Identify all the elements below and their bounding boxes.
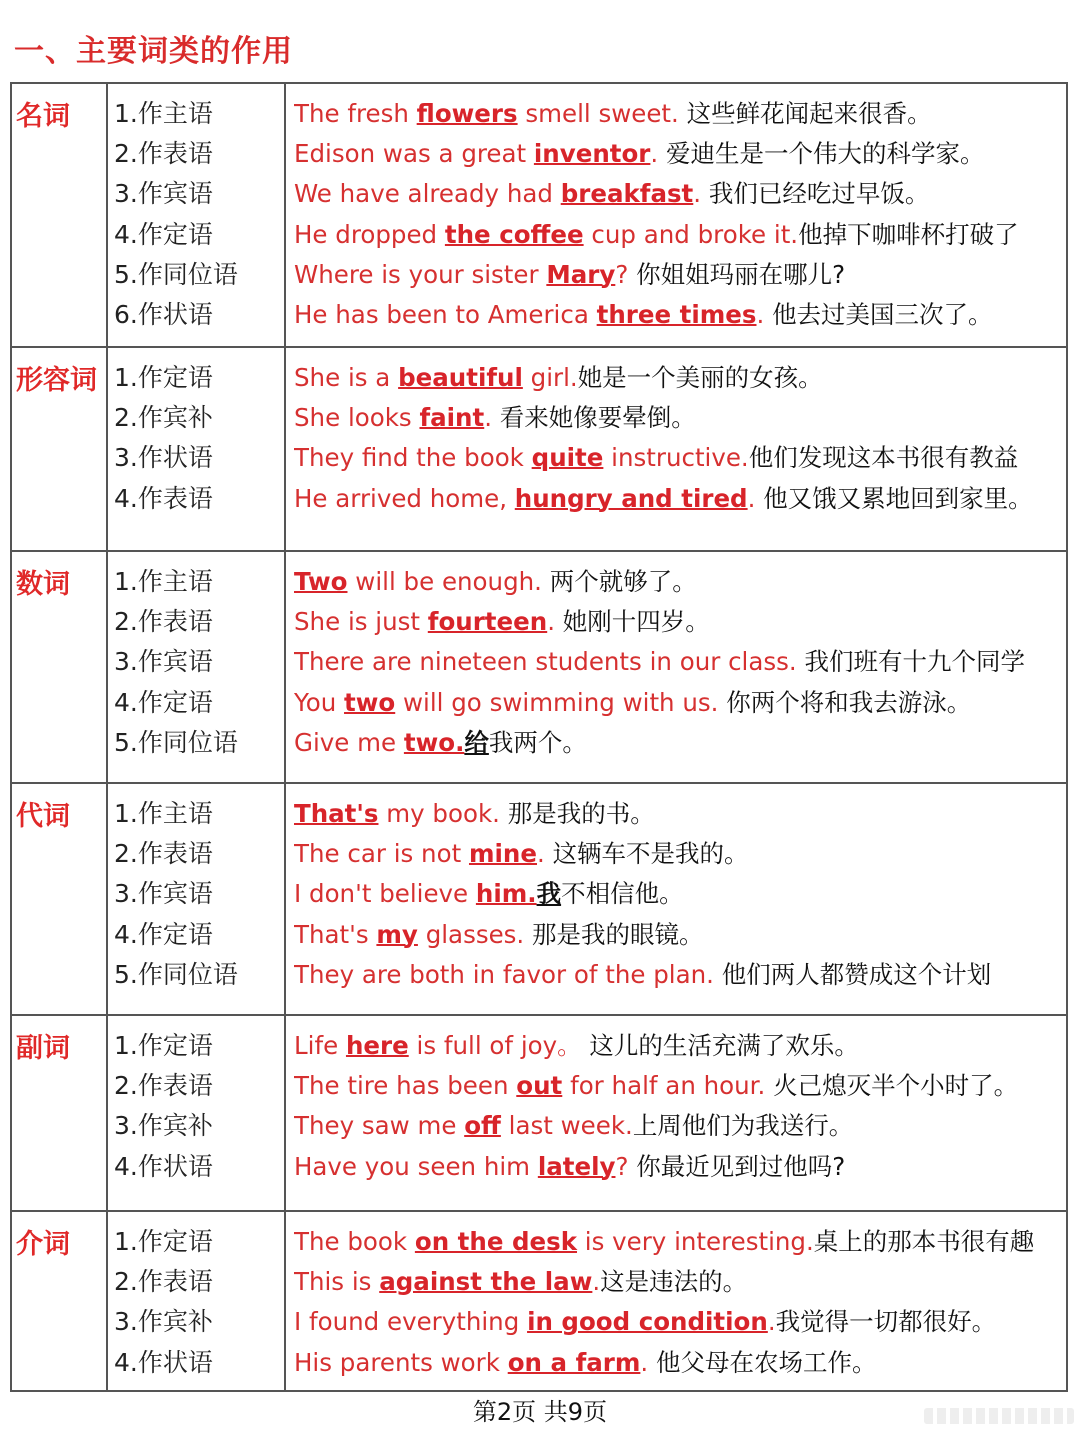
chinese-translation: 她刚十四岁。 (562, 607, 710, 637)
example-text: is very interesting. (577, 1227, 814, 1256)
chinese-translation: 上周他们为我送行。 (632, 1111, 854, 1141)
page-number: 第2页 共9页 (472, 1398, 608, 1426)
highlighted-word: him. (475, 879, 537, 909)
example-text: . (640, 1347, 656, 1377)
example-text: You (294, 687, 345, 717)
example-sentence (294, 1343, 1066, 1383)
example-text: His parents work (294, 1347, 508, 1377)
highlighted-word: out (516, 1071, 563, 1101)
example-sentence (294, 602, 1066, 642)
function-item: 2.作宾补 (114, 403, 213, 433)
highlighted-word: hungry and tired (514, 483, 748, 513)
chinese-translation: 这是违法的。 (600, 1267, 748, 1297)
example-text: I found everything (294, 1307, 528, 1337)
example-list (285, 783, 1067, 1015)
example-sentence (294, 1066, 1066, 1106)
example-list (285, 1015, 1067, 1211)
function-item: 1.作定语 (114, 1227, 213, 1256)
example-text: . (767, 1307, 776, 1337)
chinese-translation: 两个就够了。 (549, 567, 697, 596)
function-item: 4.作状语 (114, 1151, 213, 1181)
chinese-translation: 他们两人都赞成这个计划 (721, 959, 992, 989)
function-item: 3.作宾补 (114, 1307, 213, 1337)
example-text: girl. (522, 363, 578, 392)
chinese-translation: 她是一个美丽的女孩。 (577, 363, 823, 392)
chinese-translation: 这儿的生活充满了欢乐。 (589, 1031, 859, 1060)
example-sentence (294, 438, 1066, 478)
chinese-translation: 你最近见到过他吗? (636, 1151, 846, 1181)
example-text: The car is not (294, 839, 469, 869)
example-sentence (294, 295, 1066, 335)
example-sentence (294, 255, 1066, 295)
example-sentence (294, 1302, 1066, 1342)
chinese-translation: 桌上的那本书很有趣 (813, 1227, 1035, 1256)
table-row (11, 551, 1067, 783)
example-text: smell sweet. (517, 99, 687, 128)
chinese-translation: 不相信他。 (561, 879, 684, 909)
example-text: The fresh (294, 99, 417, 128)
word-class-label: 代词 (11, 783, 107, 1015)
example-sentence (294, 915, 1066, 955)
function-list (107, 83, 285, 347)
highlighted-word: flowers (416, 99, 518, 128)
example-sentence (294, 479, 1066, 519)
highlighted-word: That's (294, 799, 379, 828)
example-text: . (536, 839, 553, 869)
example-sentence (294, 174, 1066, 214)
function-item: 4.作状语 (114, 1347, 213, 1377)
word-class-label: 数词 (11, 551, 107, 783)
example-text: . (693, 179, 709, 209)
example-text: Have you seen him (294, 1151, 538, 1181)
chinese-translation: 我觉得一切都很好。 (775, 1307, 997, 1337)
table-row (11, 347, 1067, 551)
example-text: That's (294, 919, 377, 949)
highlighted-word: mine (468, 839, 537, 869)
chinese-translation: 我们班有十九个同学 (804, 647, 1025, 677)
function-list (107, 347, 285, 551)
function-item: 4.作定语 (114, 219, 213, 249)
chinese-translation: 你姐姐玛丽在哪儿? (636, 259, 846, 289)
example-text: He dropped (294, 219, 445, 249)
function-item: 2.作表语 (114, 1267, 213, 1297)
example-text: We have already had (294, 179, 561, 209)
page-title: 一、主要词类的作用 (14, 34, 293, 69)
example-text: . (756, 300, 773, 330)
function-item: 5.作同位语 (114, 259, 238, 289)
function-list (107, 551, 285, 783)
highlighted-word: off (464, 1111, 501, 1141)
example-sentence (294, 1106, 1066, 1146)
highlighted-word: quite (531, 443, 604, 473)
highlighted-word: inventor (533, 139, 651, 169)
highlighted-word: on a farm (507, 1347, 641, 1377)
function-list (107, 1211, 285, 1391)
highlighted-word: here (345, 1031, 409, 1060)
example-sentence (294, 562, 1066, 602)
word-class-label: 介词 (11, 1211, 107, 1391)
example-text: . (547, 607, 563, 637)
function-item: 3.作宾语 (114, 879, 213, 909)
example-text: Give me (294, 727, 404, 757)
chinese-translation: 那是我的书。 (507, 799, 655, 828)
highlighted-word: in good condition (527, 1307, 768, 1337)
example-text: glasses. (417, 919, 533, 949)
example-text: She is just (294, 607, 428, 637)
word-class-label: 副词 (11, 1015, 107, 1211)
function-item: 5.作同位语 (114, 727, 238, 757)
chinese-translation: 他父母在农场工作。 (655, 1347, 877, 1377)
function-item: 4.作定语 (114, 687, 213, 717)
example-text: Where is your sister (294, 259, 547, 289)
function-item: 3.作宾语 (114, 647, 213, 677)
function-item: 4.作表语 (114, 483, 213, 513)
example-sentence (294, 834, 1066, 874)
example-text: There are nineteen students in our class. (294, 647, 805, 677)
function-item: 1.作主语 (114, 799, 213, 828)
example-list (285, 551, 1067, 783)
example-sentence (294, 94, 1066, 134)
example-sentence (294, 1222, 1066, 1262)
example-text: instructive. (603, 443, 749, 473)
highlighted-word: two (344, 687, 396, 717)
function-item: 4.作定语 (114, 919, 213, 949)
chinese-translation: 他又饿又累地回到家里。 (763, 483, 1033, 513)
chinese-translation: 爱迪生是一个伟大的科学家。 (665, 139, 985, 169)
example-text: Life (294, 1031, 346, 1060)
chinese-translation: 他去过美国三次了。 (772, 300, 993, 330)
example-sentence (294, 1262, 1066, 1302)
example-text: will be enough. (347, 567, 550, 596)
highlighted-word: lately (537, 1151, 616, 1181)
example-text: This is (294, 1267, 380, 1297)
highlighted-word: my (376, 919, 418, 949)
example-text: ? (615, 1151, 637, 1181)
highlighted-word: three times (596, 300, 757, 330)
highlighted-word: the coffee (444, 219, 584, 249)
function-item: 3.作宾语 (114, 179, 213, 209)
highlighted-word: fourteen (427, 607, 548, 637)
example-sentence (294, 794, 1066, 834)
function-item: 3.作状语 (114, 443, 213, 473)
example-text: will go swimming with us. (395, 687, 727, 717)
example-text: They saw me (294, 1111, 465, 1141)
word-class-label: 形容词 (11, 347, 107, 551)
example-text: is full of joy。 (408, 1031, 590, 1060)
example-text: They find the book (294, 443, 532, 473)
table-row (11, 1015, 1067, 1211)
function-list (107, 1015, 285, 1211)
highlighted-word: two. (403, 727, 465, 757)
chinese-translation: 他掉下咖啡杯打破了 (798, 219, 1019, 249)
example-text: for half an hour. (562, 1071, 774, 1101)
example-text: The book (294, 1227, 415, 1256)
table-row (11, 83, 1067, 347)
example-sentence (294, 398, 1066, 438)
example-text: . (484, 403, 500, 433)
function-item: 2.作表语 (114, 139, 213, 169)
function-item: 2.作表语 (114, 839, 213, 869)
example-text: Edison was a great (294, 139, 534, 169)
function-item: 6.作状语 (114, 300, 213, 330)
example-text: She is a (294, 363, 399, 392)
highlighted-word: breakfast (560, 179, 694, 209)
chinese-translation: 这些鲜花闻起来很香。 (686, 99, 932, 128)
example-text: The tire has been (294, 1071, 517, 1101)
chinese-translation: 我们已经吃过早饭。 (708, 179, 930, 209)
underlined-character: 给 (464, 727, 489, 757)
example-text: . (650, 139, 666, 169)
highlighted-word: on the desk (414, 1227, 578, 1256)
example-text: . (592, 1267, 601, 1297)
example-sentence (294, 1147, 1066, 1187)
function-item: 2.作表语 (114, 607, 213, 637)
chinese-translation: 我两个。 (488, 727, 587, 757)
example-sentence (294, 642, 1066, 682)
example-sentence (294, 955, 1066, 995)
underlined-character: 我 (536, 879, 562, 909)
chinese-translation: 他们发现这本书很有教益 (748, 443, 1019, 473)
function-item: 3.作宾补 (114, 1111, 213, 1141)
example-text: He has been to America (294, 300, 597, 330)
function-item: 1.作定语 (114, 363, 213, 392)
highlighted-word: Mary (546, 259, 616, 289)
table-row (11, 783, 1067, 1015)
function-item: 2.作表语 (114, 1071, 213, 1101)
example-text: She looks (294, 403, 420, 433)
example-sentence (294, 215, 1066, 255)
function-item: 1.作定语 (114, 1031, 213, 1060)
example-sentence (294, 134, 1066, 174)
chinese-translation: 你两个将和我去游泳。 (726, 687, 972, 717)
example-sentence (294, 874, 1066, 914)
chinese-translation: 火己熄灭半个小时了。 (773, 1071, 1019, 1101)
example-sentence (294, 723, 1066, 763)
watermark (924, 1408, 1074, 1424)
example-list (285, 83, 1067, 347)
function-item: 1.作主语 (114, 99, 213, 128)
word-class-table (10, 82, 1068, 1392)
highlighted-word: beautiful (398, 363, 523, 392)
example-list (285, 347, 1067, 551)
example-text: They are both in favor of the plan. (294, 959, 722, 989)
function-item: 1.作主语 (114, 567, 213, 596)
function-item: 5.作同位语 (114, 959, 238, 989)
example-text: last week. (500, 1111, 633, 1141)
example-sentence (294, 358, 1066, 398)
chinese-translation: 看来她像要晕倒。 (499, 403, 696, 433)
chinese-translation: 那是我的眼镜。 (532, 919, 704, 949)
example-sentence (294, 1026, 1066, 1066)
example-text: . (747, 483, 764, 513)
highlighted-word: against the law (379, 1267, 593, 1297)
example-text: I don't believe (294, 879, 476, 909)
function-list (107, 783, 285, 1015)
example-text: cup and broke it. (583, 219, 799, 249)
example-sentence (294, 683, 1066, 723)
example-text: my book. (378, 799, 508, 828)
example-text: ? (615, 259, 637, 289)
highlighted-word: faint (419, 403, 485, 433)
chinese-translation: 这辆车不是我的。 (552, 839, 749, 869)
example-list (285, 1211, 1067, 1391)
word-class-label: 名词 (11, 83, 107, 347)
table-row (11, 1211, 1067, 1391)
example-text: He arrived home, (294, 483, 515, 513)
highlighted-word: Two (294, 567, 348, 596)
